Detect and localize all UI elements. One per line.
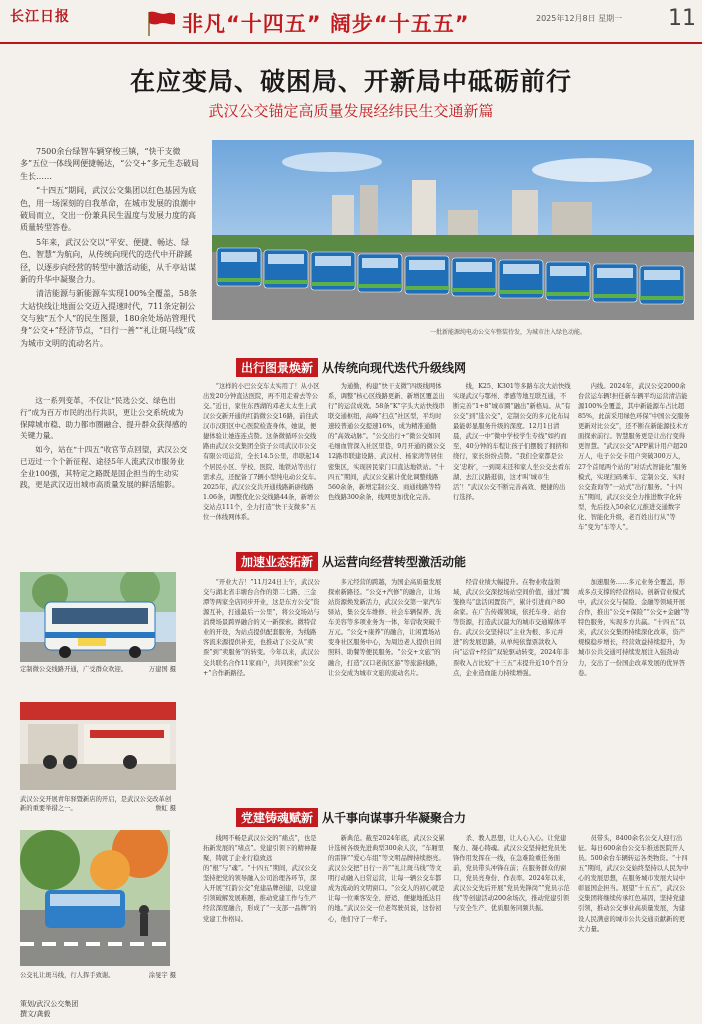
section-heading	[0, 358, 702, 377]
column-paragraph: 杀、教人思想，让人心入心。让党建聚力、凝心铸魂。武汉公交坚持把党员先锋作用发挥在一线，在急难险重任务面前，党员带头冲锋在前；在服务群众的窗口，党员亮身份、作表率。2024年以来，武汉公交先后开展“党员先锋岗”“党员示范线”等创建活动200余场次，推动党建引领与安全生产、优质服务同频共振。	[453, 835, 570, 913]
text-column	[453, 834, 571, 1010]
article-headline: 在应变局、破困局、开新局中砥砺前行	[129, 67, 572, 96]
newspaper-logo: 长江日报	[10, 9, 70, 25]
bus-depot-illustration	[212, 140, 694, 320]
text-column	[328, 382, 446, 534]
banner-title: 非凡“十四五” 阔步“十五五”	[182, 12, 470, 36]
hero-photo	[212, 140, 694, 320]
column-paragraph: 加速服务……多元业务全覆盖，形成多点支撑的经营格局。创新营业模式中，武汉公交与保险、金融等领域开展合作，推出“公交+保险”“公交+金融”等特色服务，实现多方共赢。“十四五”以来，武汉公交集团持续深化改革，资产规模稳步增长，经营效益持续提升，为城市公共交通可持续发展注入强劲动力，交出了一份国企改革发展的优异答卷。	[578, 579, 690, 677]
text-column	[328, 578, 446, 748]
text-column	[328, 834, 446, 1010]
section-intro	[20, 395, 188, 493]
shop-illustration	[20, 702, 176, 790]
masthead	[0, 0, 702, 44]
street-illustration	[20, 830, 170, 966]
section-label: 党建铸魂赋新	[236, 808, 318, 827]
lead-text	[20, 146, 200, 352]
photo-credit: 詹虹 摄	[155, 804, 176, 812]
photo-credit: 万建国 摄	[148, 666, 176, 673]
text-column	[453, 578, 571, 748]
text-column	[578, 382, 690, 534]
section-heading	[0, 552, 702, 571]
column-paragraph: 经营业绩大幅提升。在物业收益领域，武汉公交深挖场站空间价值，通过“腾笼换鸟”盘活闲置资产，累计引进商户80余家。在广告传媒领域，依托车身、站台等资源，打造武汉最大的城市交通媒体平台。武汉公交坚持以“主业为根、多元并进”的发展思路，从单纯依靠票款收入向“运营+经营”双轮驱动转变，2024年非票收入占比较“十三五”末提升近10个百分点，企业造血能力持续增强。	[453, 579, 570, 677]
bus-photo	[20, 572, 176, 662]
text-column	[203, 382, 321, 534]
column-paragraph: 员带头，8400余名公交人迎行出征。每日600余台公交车推送医院开人员。500余台车辆转运各类物资。“十四五”期间，武汉公交始终坚持以人民为中心的发展思想，在服务城市发展大局中彰显国企担当。展望“十五五”，武汉公交集团将继续传承红色基因，坚持党建引领，推动公交事业高质量发展，为建设人民满意的城市公共交通贡献新的更大力量。	[578, 835, 689, 933]
lead-paragraph: 5年来，武汉公交以“平安、便捷、畅达、绿色、智慧”为航向，从传统向现代的迭代中开辟蹊径，以逐步向经营的转型中激活动能，从千亭站谋新的升华中凝聚合力。	[20, 237, 196, 284]
text-column	[453, 382, 571, 534]
page-number: 11	[668, 6, 696, 31]
hero-caption: 一批新能源纯电动公交车整装待发，为城市注入绿色动能。	[430, 329, 587, 336]
intro-paragraph: 这一系列变革，不仅让“民选公交、绿色出行”成为百万市民的出行共识，更让公交系统成为保障城市稳、助力都市圈融合、提升群众获得感的关键力量。	[20, 396, 188, 441]
section-title: 从千事向谋事升华凝聚合力	[322, 811, 467, 825]
text-column	[203, 578, 321, 748]
lead-paragraph: “十四五”期间，武汉公交集团以红色基因为底色，用一场深刻的自我革命，在城市发展的浪潮中破局而立，交出一份兼具民生温度与发展力度的高质量转型答卷。	[20, 186, 197, 233]
photo-credit: 涂旻宇 摄	[148, 972, 176, 979]
section-title: 从传统向现代迭代升级线网	[322, 361, 467, 375]
editor-line: 策划/武汉公交集团	[20, 1000, 79, 1008]
caption-text: 武汉公交开展青年驿暨新店的开启，是武汉公交改革创新的重要举措之一。	[20, 796, 172, 812]
column-paragraph: 线，K25、K301等多路车次大站快线实现武汉与鄂州、孝感等地互联互通，不断完善“1+8”城市圈“融出”新格局。从“有公交”到“选公交”，定制公交的多元化布局最能彰显服务升级的深度。12月1日清晨，武汉一中“微中学校学生专线”如约而至，40分钟的车程让孩子们摆脱了拥挤和绕行，家长纷纷点赞。“我们全家都是公交‘忠粉’，一到周末还和家人坐公交去看东湖、去江汉路逛街，这才叫‘城市生活’！”武汉公交不断完善高效、便捷的出行选择。	[453, 383, 571, 501]
column-paragraph: 线网不畅是武汉公交的“痛点”，也是拓新发展的“堵点”。党建引领下的精神凝聚，铸就了企业行稳致远的“根”与“魂”。“十四五”期间，武汉公交坚持把党的领导融入公司治理各环节，深入开展“红韵公交”党建品牌创建，以党建引领破解发展难题，推动党建工作与生产经营深度融合，形成了“一支部一品牌”的党建工作格局。	[203, 835, 317, 923]
shop-photo	[20, 702, 176, 790]
column-paragraph: 新典范。截至2024年底，武汉公交累计选树各级先进典型300余人次，“车厢里的雷锋”“爱心车组”等文明品牌持续擦亮。武汉公交把“日行一善”“礼让斑马线”等文明行动融入日常运营，让每一辆公交车都成为流动的文明窗口。“公交人的初心就是让每一位乘客安全、舒适、便捷地抵达目的地。”武汉公交一位老驾驶员说，这份初心，他们守了一辈子。	[328, 835, 445, 923]
lead-paragraph: 清洁能源与新能源车实现100%全覆盖，58条大站快线让地面公交迈入提速时代，711条定制公交与独“五个人”的民生图景，180余处场站管理代身“公交+”经济节点，“日行一善”“礼让斑马线”成为城市文明的流动名片。	[20, 289, 198, 348]
text-column	[578, 834, 690, 1010]
column-paragraph: 多元经营的跨越，为国企高质量发展探索新路径。“公交+汽修”的融合，让场站资源焕发新活力，武汉公交第一家汽车驿站，集公交车维修、社会车辆保养、洗车美容等多项业务为一体，年营收突破千万元。“公交+康养”的融合，让闲置场站变身社区服务中心，为周边老人提供日间照料、助餐等便民服务。“公交+文旅”的融合，打造“汉口老街区游”等旅游线路，让公交成为城市文旅的流动名片。	[328, 579, 442, 677]
bus-illustration	[20, 572, 176, 662]
caption-text: 定制微公交线路开通，广受群众欢迎。	[20, 666, 128, 673]
column-paragraph: “这样的小巴公交车太实用了！从小区出发20分钟直达医院，再不用走着去等公交。”近日，家住东西湖的邓老太太坐上武汉公交新开通的红韵微公交16路，前往武汉市汉阳区中心医院检查身体，她说，便捷体验让她连连点赞。这条微循环公交线路由武汉公交集团全资子公司武汉市公交有限公司运营，全长14.5公里，串联起14个居民小区、学校、医院、地铁站等出行需求点，还配备了7辆小型纯电动公交车。2025年，武汉公交共开通线路新辟线路1.06条，调整优化公交线路44条，新增公交站点111个，全力打造“快干支微多”五位一体线网体系。	[203, 383, 321, 521]
column-paragraph: 内线。2024年，武汉公交2000余台营运车辆!担任新车辆平均运营清洁能源100%全覆盖，其中新能源车占比超85%，此前采用绿色环保“中国公交服务更新对比公交”，还不断在新能源技术方面探索前行。智慧服务更是让出行变得更智慧。“武汉公交”APP累计用户超20万人，电子公交卡用户突破300万人，27个首尾两个站的“对话式智能化”服务模式，实现扫码乘车、定制公交、实时公交查询等“一站式”出行服务。“十四五”期间，武汉公交全力推进数字化转型，先后投入50余亿元推进交通数字化、智能化升级，老百姓出行从“等车”变为“车等人”。	[578, 383, 690, 531]
photo-caption	[20, 666, 176, 675]
issue-date: 2025年12月8日 星期一	[536, 14, 623, 23]
column-paragraph: 为通勤，构建“快干支微”四级线网体系，调整“核心区线路更新、新增区覆盖出行”的运营成效。58条“K”字头大站快线串联交通枢纽，高峰“扫点”社区型，平均时速较普通公交提速16%，成为精准通勤的“高效动脉”。“公交出行+”微公交如同毛细血管深入社区里巷，9月开通的微公交12路串联建设路、武汉村、杨家湾等居住密集区，实现居民家门口直达地铁站。“十四五”期间，武汉公交累计优化调整线路560余条，新增定制公交、商通线路等特色线路300余条，线网更加优化完善。	[328, 383, 446, 501]
banner	[146, 8, 470, 38]
section-title: 从运营向经营转型激活动能	[322, 555, 467, 569]
column-paragraph: “开业大吉！”11月24日上午，武汉公交与湖北省丰塘台合作的第二七路、三金潭等两家全店同步开业，这是东方公交“资源互补，打通最后一公里”，将公交场站与消费场景跨界融合的又一新探索。微特营业的开设，为站点提供配套服务，为线路客流来源提供补充，也推动了公交从“卖票”到“卖服务”的转变。今年以来，武汉公交共联名合作11家商户，共同探索“公交+”合作新路径。	[203, 579, 320, 677]
article-subhead: 武汉公交锚定高质量发展经纬民生交通新篇	[208, 102, 494, 120]
photo-caption	[20, 972, 176, 981]
street-photo	[20, 830, 170, 966]
lead-paragraph: 7500余台绿智车辆穿梭三镇，“快干支微多”五位一体线网便捷畅达，“公交+”多元生态破局生长……	[20, 147, 199, 181]
caption-text: 公交礼让斑马线，行人挥手致谢。	[20, 972, 115, 979]
intro-paragraph: 如今，站在“十四五”收官节点回望，武汉公交已迈过一个个新征程、途径5年人流武汉市服务业全业100强，其特定之路既是国企担当的生动实践，更是武汉迈出城市高质量发展的鲜活缩影。	[20, 445, 188, 490]
editor-credits	[20, 1000, 78, 1020]
section-heading	[0, 808, 702, 827]
section-label: 加速业态拓新	[236, 552, 318, 571]
text-column	[578, 578, 690, 748]
editor-line: 撰文/龚毅	[20, 1009, 51, 1018]
flag-icon	[146, 10, 176, 36]
section-label: 出行图景焕新	[236, 358, 318, 377]
text-column	[203, 834, 321, 1010]
